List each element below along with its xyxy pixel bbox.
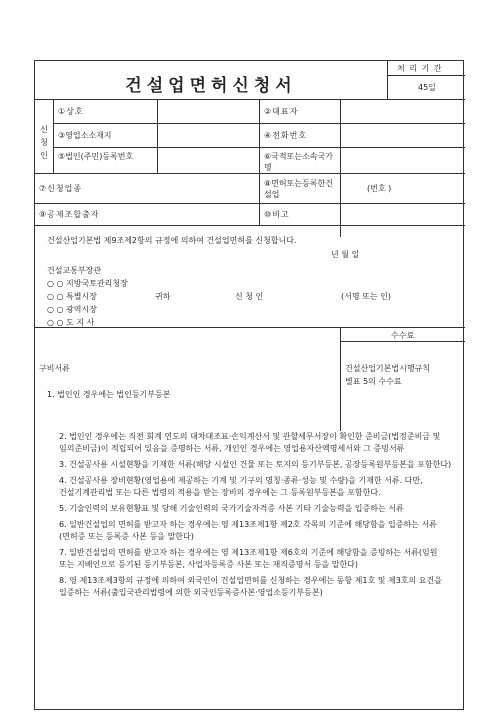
application-form (34, 60, 464, 710)
field-licensed-construction: ⑧면허또는등록한건설업 (264, 179, 333, 199)
column-divider-main (259, 99, 260, 215)
required-doc-1: 1. 법인인 경우에는 법인등기부등본 (47, 390, 171, 399)
row-line-5 (35, 203, 465, 204)
field-mutual-aid-investment: ⑨공제조합출자 (39, 210, 100, 219)
recipient-regional-office: ○ ○ 지방국토관리청장 (47, 279, 128, 288)
processing-divider (387, 75, 465, 76)
recipient-metro-city: ○ ○ 광역시장 (47, 305, 97, 314)
fee-divider (340, 327, 341, 431)
fee-value-line2: 별표 5의 수수료 (345, 377, 402, 386)
applicant-label: 신 청 인 (235, 292, 264, 301)
required-doc-5: 5. 기술인력의 보유현황표 및 당해 기술인력의 국가기술자격증 사본 기타 기술능력을 입증하는 서류 (59, 504, 404, 513)
row-line-1 (35, 99, 465, 100)
required-doc-6: 6. 일반건설업의 면허를 받고자 하는 경우에는 영 제13조제1항 제2호 각목의 기준에 해당함을 입증하는 서류(면허증 또는 등록증 사본 등을 말한다) (59, 520, 437, 541)
recipient-special-city: ○ ○ 특별시장 (47, 292, 97, 301)
required-doc-2: 2. 법인인 경우에는 직전 회계 연도의 대차대조표·손익계산서 및 관할세무서장이 확인한 준비금(법정준비금 및 임의준비금)이 적립되어 있음을 증명하는 서류, 개인인 경우에는 영업용자산액명세서와 그 증빙서류 (59, 432, 441, 453)
column-divider-right (340, 99, 341, 237)
column-divider-left (157, 99, 158, 173)
required-doc-8: 8. 영 제13조제3항의 규정에 의하여 외국인이 건설업면허를 신청하는 경우에는 동항 제1호 및 제3호의 요건을 입증하는 서류(출입국관리법령에 의한 외국인등록증사본·영업소등기부등본) (59, 576, 442, 597)
column-divider-row6 (259, 203, 260, 225)
required-doc-3: 3. 건설공사용 시설현황을 기재한 서류(해당 시설인 건물 또는 토지의 등기부등본, 공장등록원부등본을 포함한다) (59, 460, 452, 469)
honorific: 귀하 (155, 292, 171, 301)
required-docs-label: 구비서류 (39, 364, 70, 373)
field-business-name: ①상호 (58, 107, 84, 116)
field-remarks: ⑩비고 (264, 210, 290, 219)
processing-period-label: 처 리 기 간 (397, 64, 443, 73)
row-line-3 (53, 147, 465, 148)
processing-period-value: 45일 (418, 83, 436, 92)
signature-label: (서명 또는 인) (341, 292, 391, 301)
row-line-2 (53, 123, 465, 124)
fee-label-line (340, 341, 465, 342)
row-line-7 (35, 327, 465, 328)
field-business-type: ⑦신청업종 (39, 184, 83, 193)
recipient-title: 건설교통부장관 (47, 266, 102, 275)
fee-label: 수수료 (391, 331, 415, 340)
title-divider (387, 61, 388, 99)
field-nationality: ⑥국적또는소속국가명 (264, 152, 333, 172)
row-line-6 (35, 225, 465, 226)
field-registration-number: ⑤법인(주민)등록번호 (58, 152, 134, 161)
row-line-4 (35, 173, 465, 174)
field-representative: ②대표자 (264, 107, 299, 116)
application-statement: 건설산업기본법 제9조제2항의 규정에 의하여 건설업면허를 신청합니다. (47, 236, 297, 245)
required-doc-7: 7. 일반건설업의 면허를 받고자 하는 경우에는 영 제13조제1항 제6호의 기준에 해당함을 증빙하는 서류(임원 또는 지배인으로 등기된 등기부등본, 사업자등록증 사본 또는 재직증명서 등을 말한다) (59, 548, 438, 569)
fee-value-line1: 건설산업기본법시행규칙 (345, 364, 431, 373)
field-office-address: ③영업소소재지 (58, 131, 112, 140)
field-phone: ④전화번호 (264, 131, 308, 140)
recipient-province: ○ ○ 도 지 사 (47, 318, 95, 327)
application-date: 년 월 일 (331, 250, 360, 259)
required-docs-list (47, 431, 455, 603)
applicant-side-divider (53, 99, 54, 173)
applicant-side-label: 신청인 (40, 125, 48, 160)
required-doc-4: 4. 건설공사용 장비현황(영업용에 제공하는 기계 및 기구의 명칭·종류·성능 및 수량)을 기재한 서류. 다만, 건설기계관리법 또는 다른 법령의 적용을 받는 장비의 경우에는 그 등록원부등본을 포함한다. (59, 476, 423, 497)
form-title: 건설업면허신청서 (125, 76, 297, 96)
license-number-value: (번호 ) (367, 184, 392, 193)
